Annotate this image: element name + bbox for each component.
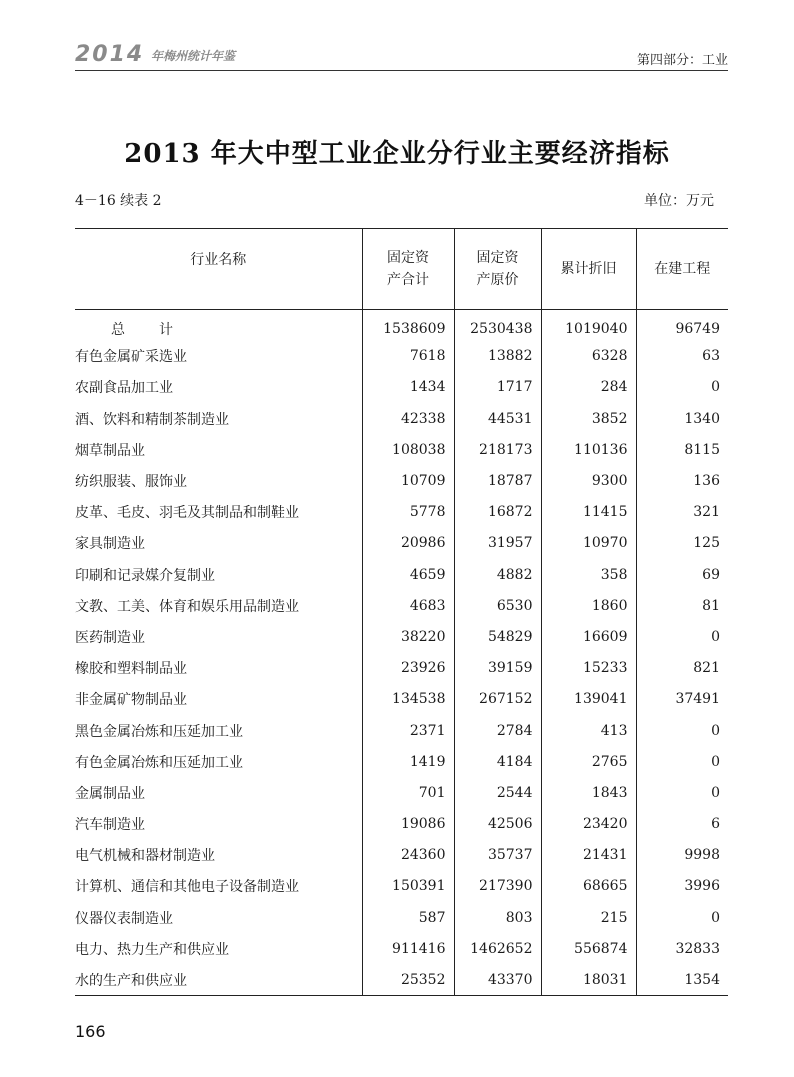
cell-fixed-assets-total: 1434 — [362, 372, 454, 403]
row-label: 酒、饮料和精制茶制造业 — [75, 411, 229, 428]
cell-accumulated-depreciation: 9300 — [541, 465, 636, 496]
cell-accumulated-depreciation: 110136 — [541, 434, 636, 465]
header-book-title: 年梅州统计年鉴 — [151, 49, 236, 63]
cell-fixed-assets-original: 803 — [454, 902, 541, 933]
cell-fixed-assets-total: 42338 — [362, 403, 454, 434]
cell-accumulated-depreciation: 556874 — [541, 933, 636, 964]
column-header-fixed-assets-original-label: 固定资产原价 — [476, 250, 519, 288]
cell-fixed-assets-original: 35737 — [454, 840, 541, 871]
cell-fixed-assets-total: 4659 — [362, 559, 454, 590]
cell-fixed-assets-original: 4184 — [454, 746, 541, 777]
cell-fixed-assets-original: 16872 — [454, 497, 541, 528]
row-label: 医药制造业 — [75, 629, 145, 646]
row-label: 农副食品加工业 — [75, 380, 173, 397]
row-label: 金属制品业 — [75, 785, 145, 802]
table-row — [75, 559, 728, 590]
cell-construction-in-progress: 96749 — [636, 310, 728, 341]
cell-accumulated-depreciation: 413 — [541, 715, 636, 746]
row-label: 汽车制造业 — [75, 817, 145, 834]
table-row — [75, 372, 728, 403]
cell-construction-in-progress: 1340 — [636, 403, 728, 434]
cell-construction-in-progress: 0 — [636, 621, 728, 652]
table-row-total — [75, 310, 728, 341]
cell-accumulated-depreciation: 16609 — [541, 621, 636, 652]
cell-accumulated-depreciation: 18031 — [541, 964, 636, 995]
cell-fixed-assets-original: 43370 — [454, 964, 541, 995]
cell-fixed-assets-total: 5778 — [362, 497, 454, 528]
table-row — [75, 403, 728, 434]
cell-fixed-assets-total: 4683 — [362, 590, 454, 621]
cell-fixed-assets-original: 2784 — [454, 715, 541, 746]
table-row — [75, 902, 728, 933]
table-row — [75, 933, 728, 964]
cell-fixed-assets-original: 39159 — [454, 653, 541, 684]
table-body — [75, 310, 728, 996]
row-label: 有色金属冶炼和压延加工业 — [75, 754, 243, 771]
cell-fixed-assets-total: 701 — [362, 777, 454, 808]
cell-fixed-assets-total: 20986 — [362, 528, 454, 559]
cell-fixed-assets-total: 24360 — [362, 840, 454, 871]
row-label: 皮革、毛皮、羽毛及其制品和制鞋业 — [75, 505, 299, 522]
row-label: 家具制造业 — [75, 536, 145, 553]
cell-accumulated-depreciation: 1843 — [541, 777, 636, 808]
cell-construction-in-progress: 8115 — [636, 434, 728, 465]
table-row — [75, 809, 728, 840]
column-header-name — [75, 229, 362, 310]
row-label: 仪器仪表制造业 — [75, 910, 173, 927]
table-row — [75, 840, 728, 871]
cell-fixed-assets-total: 587 — [362, 902, 454, 933]
cell-fixed-assets-original: 54829 — [454, 621, 541, 652]
cell-fixed-assets-original: 18787 — [454, 465, 541, 496]
row-label: 电力、热力生产和供应业 — [75, 941, 229, 958]
cell-accumulated-depreciation: 1019040 — [541, 310, 636, 341]
cell-fixed-assets-original: 217390 — [454, 871, 541, 902]
column-header-accumulated-depreciation — [541, 229, 636, 310]
column-header-accumulated-depreciation-label: 累计折旧 — [560, 261, 617, 277]
table-row — [75, 341, 728, 372]
data-table — [75, 228, 728, 996]
table-unit: 单位：万元 — [644, 193, 714, 209]
cell-accumulated-depreciation: 68665 — [541, 871, 636, 902]
cell-accumulated-depreciation: 10970 — [541, 528, 636, 559]
cell-fixed-assets-total: 1419 — [362, 746, 454, 777]
cell-fixed-assets-original: 4882 — [454, 559, 541, 590]
cell-fixed-assets-original: 1462652 — [454, 933, 541, 964]
header-year: 2014 — [75, 42, 145, 67]
cell-fixed-assets-total: 150391 — [362, 871, 454, 902]
table-row — [75, 746, 728, 777]
cell-fixed-assets-original: 31957 — [454, 528, 541, 559]
table-row — [75, 964, 728, 995]
row-label: 橡胶和塑料制品业 — [75, 661, 187, 678]
row-label: 水的生产和供应业 — [75, 964, 362, 995]
cell-construction-in-progress: 37491 — [636, 684, 728, 715]
table-row — [75, 528, 728, 559]
column-header-fixed-assets-total-label: 固定资产合计 — [387, 250, 429, 288]
cell-construction-in-progress: 0 — [636, 746, 728, 777]
cell-construction-in-progress: 3996 — [636, 871, 728, 902]
cell-construction-in-progress: 1354 — [636, 964, 728, 995]
cell-accumulated-depreciation: 358 — [541, 559, 636, 590]
cell-fixed-assets-original: 1717 — [454, 372, 541, 403]
cell-construction-in-progress: 6 — [636, 809, 728, 840]
cell-fixed-assets-original: 44531 — [454, 403, 541, 434]
running-header — [75, 42, 728, 68]
cell-construction-in-progress: 821 — [636, 653, 728, 684]
row-label: 纺织服装、服饰业 — [75, 474, 187, 491]
cell-construction-in-progress: 63 — [636, 341, 728, 372]
cell-construction-in-progress: 136 — [636, 465, 728, 496]
cell-fixed-assets-total: 25352 — [362, 964, 454, 995]
cell-fixed-assets-original: 2530438 — [454, 310, 541, 341]
cell-fixed-assets-total: 10709 — [362, 465, 454, 496]
cell-fixed-assets-total: 134538 — [362, 684, 454, 715]
column-header-construction-in-progress — [636, 229, 728, 310]
cell-fixed-assets-total: 911416 — [362, 933, 454, 964]
row-label: 总 计 — [111, 322, 183, 339]
cell-fixed-assets-original: 13882 — [454, 341, 541, 372]
column-header-fixed-assets-total — [362, 229, 454, 310]
cell-fixed-assets-total: 23926 — [362, 653, 454, 684]
cell-accumulated-depreciation: 11415 — [541, 497, 636, 528]
row-label: 有色金属矿采选业 — [75, 349, 187, 366]
cell-accumulated-depreciation: 1860 — [541, 590, 636, 621]
row-label: 电气机械和器材制造业 — [75, 848, 215, 865]
column-header-name-label: 行业名称 — [190, 252, 247, 268]
cell-construction-in-progress: 81 — [636, 590, 728, 621]
header-section: 第四部分：工业 — [636, 53, 728, 68]
cell-fixed-assets-total: 108038 — [362, 434, 454, 465]
table-row — [75, 434, 728, 465]
cell-construction-in-progress: 125 — [636, 528, 728, 559]
cell-accumulated-depreciation: 3852 — [541, 403, 636, 434]
table-row — [75, 653, 728, 684]
row-label: 黑色金属冶炼和压延加工业 — [75, 723, 243, 740]
cell-fixed-assets-original: 2544 — [454, 777, 541, 808]
table-row — [75, 715, 728, 746]
cell-fixed-assets-total: 1538609 — [362, 310, 454, 341]
table-caption-line — [75, 190, 728, 210]
table-header-row — [75, 229, 728, 310]
table-row — [75, 465, 728, 496]
cell-fixed-assets-total: 38220 — [362, 621, 454, 652]
table-row — [75, 777, 728, 808]
cell-construction-in-progress: 0 — [636, 902, 728, 933]
cell-fixed-assets-total: 19086 — [362, 809, 454, 840]
header-divider — [75, 70, 728, 71]
table-row — [75, 497, 728, 528]
cell-fixed-assets-original: 218173 — [454, 434, 541, 465]
cell-construction-in-progress: 0 — [636, 715, 728, 746]
cell-fixed-assets-total: 2371 — [362, 715, 454, 746]
cell-construction-in-progress: 69 — [636, 559, 728, 590]
cell-construction-in-progress: 321 — [636, 497, 728, 528]
cell-construction-in-progress: 32833 — [636, 933, 728, 964]
cell-accumulated-depreciation: 6328 — [541, 341, 636, 372]
cell-accumulated-depreciation: 15233 — [541, 653, 636, 684]
cell-construction-in-progress: 0 — [636, 777, 728, 808]
cell-fixed-assets-total: 7618 — [362, 341, 454, 372]
column-header-construction-in-progress-label: 在建工程 — [654, 261, 711, 277]
table-row — [75, 621, 728, 652]
cell-fixed-assets-original: 42506 — [454, 809, 541, 840]
cell-accumulated-depreciation: 21431 — [541, 840, 636, 871]
cell-accumulated-depreciation: 215 — [541, 902, 636, 933]
cell-accumulated-depreciation: 284 — [541, 372, 636, 403]
page-title: 2013 年大中型工业企业分行业主要经济指标 — [124, 139, 670, 169]
column-header-fixed-assets-original — [454, 229, 541, 310]
row-label: 非金属矿物制品业 — [75, 692, 187, 709]
row-label: 印刷和记录媒介复制业 — [75, 567, 215, 584]
row-label: 计算机、通信和其他电子设备制造业 — [75, 879, 299, 896]
table-row — [75, 590, 728, 621]
row-label: 文教、工美、体育和娱乐用品制造业 — [75, 598, 299, 615]
cell-accumulated-depreciation: 139041 — [541, 684, 636, 715]
cell-construction-in-progress: 9998 — [636, 840, 728, 871]
table-code: 4－16 续表 2 — [75, 193, 162, 209]
cell-construction-in-progress: 0 — [636, 372, 728, 403]
cell-accumulated-depreciation: 23420 — [541, 809, 636, 840]
cell-fixed-assets-original: 6530 — [454, 590, 541, 621]
cell-fixed-assets-original: 267152 — [454, 684, 541, 715]
cell-accumulated-depreciation: 2765 — [541, 746, 636, 777]
row-label: 烟草制品业 — [75, 442, 145, 459]
page-number: 166 — [75, 1022, 106, 1041]
table-row — [75, 871, 728, 902]
table-row — [75, 684, 728, 715]
